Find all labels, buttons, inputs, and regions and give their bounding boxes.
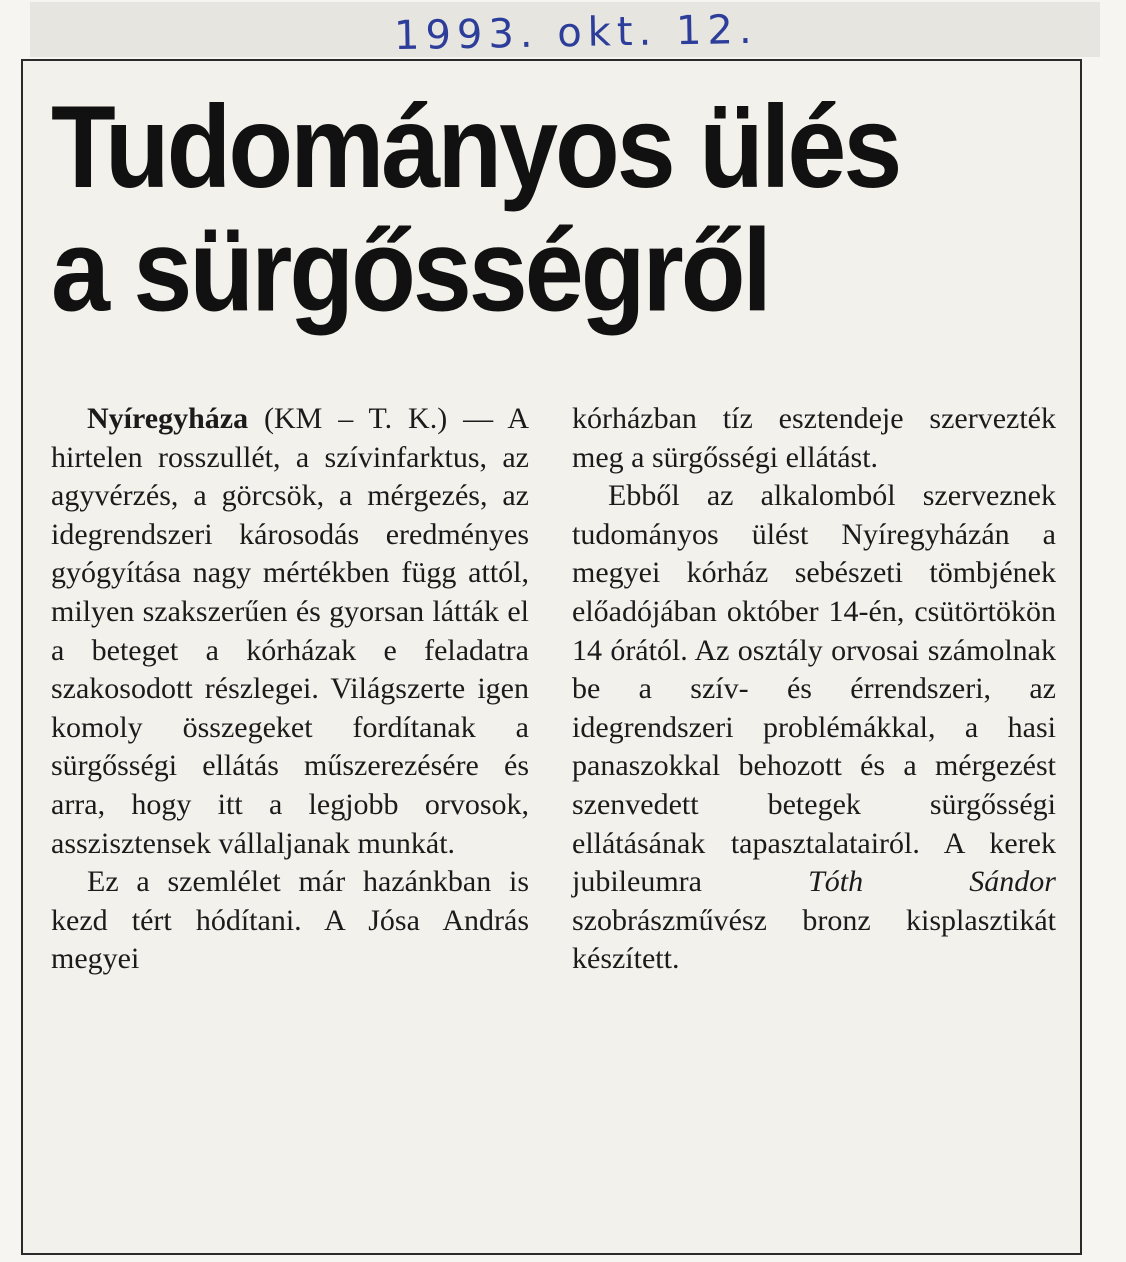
handwritten-date-stamp: 1993. okt. 12. [393,6,758,60]
article-paragraph-1 [51,400,529,863]
paragraph-3-end: szobrászművész bronz kisplasztikát készített. [572,903,1056,976]
article-column-left [51,400,529,979]
paragraph-1-text: (KM – T. K.) — A hirtelen rosszullét, a szívinfarktus, az agyvérzés, a görcsök, a mérgezés, az idegrendszeri károsodás eredményes gyógyítása nagy mértékben függ attól, milyen szakszerűen és gyorsan látták el a beteget a kórházak e feladatra szakosodott részlegei. Világszerte igen komoly összegeket fordítanak a sürgősségi ellátás műszerezésére és arra, hogy itt a legjobb orvosok, asszisztensek vállaljanak munkát. [51,402,529,860]
article-paragraph-2: Ez a szemlélet már hazánkban is kezd tért hódítani. A Jósa András megyei [51,865,529,976]
article-headline [51,82,1051,336]
headline-line-1: Tudományos ülés [51,82,900,213]
article-dateline: Nyíregyháza [87,402,249,435]
headline-line-2: a sürgősségről [51,205,769,336]
article-column-right [572,400,1056,979]
article-paragraph-3 [572,477,1056,979]
paragraph-3-text: Ebből az alkalomból szerveznek tudományos ülést Nyíregyházán a megyei kórház sebészeti tömbjének előadójában október 14-én, csütörtökön 14 órától. Az osztály orvosai számolnak be a szív- és érrendszeri, az idegrendszeri problémákkal, a hasi panaszokkal behozott és a mérgezést szenvedett betegek sürgősségi ellátásának tapasztalatairól. A kerek jubileumra [572,479,1056,899]
article-paragraph-2-continued: kórházban tíz esztendeje szervezték meg a sürgősségi ellátást. [572,402,1056,474]
sculptor-name: Tóth Sándor [808,865,1056,899]
